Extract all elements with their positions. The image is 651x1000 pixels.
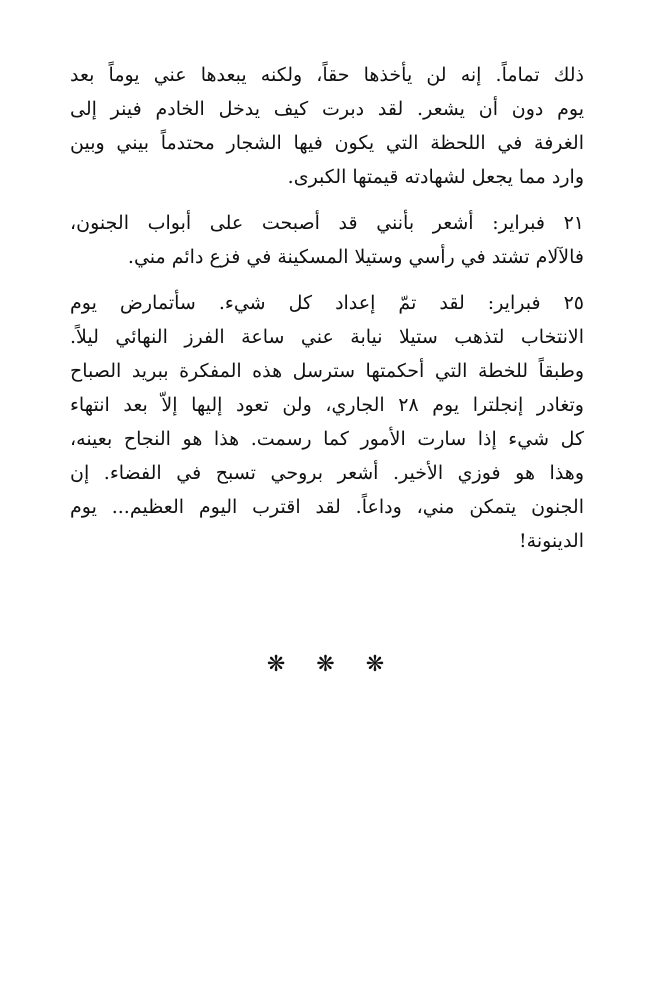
asterism-icon: ❋ <box>365 652 385 677</box>
paragraph-gap <box>70 274 584 286</box>
paragraph-2 <box>70 206 584 274</box>
text-line: الغرفة في اللحظة التي يكون فيها الشجار محتدماً بيني وبين <box>70 132 584 154</box>
text-line: وطبقاً للخطة التي أحكمتها سترسل هذه المفكرة ببريد الصباح <box>70 360 584 382</box>
text-line: وارد مما يجعل لشهادته قيمتها الكبرى. <box>287 166 584 188</box>
paragraph-1 <box>70 58 584 194</box>
text-line: كل شيء إذا سارت الأمور كما رسمت. هذا هو النجاح بعينه، <box>70 428 584 450</box>
text-line: وهذا هو فوزي الأخير. أشعر بروحي تسبح في الفضاء. إن <box>70 462 584 484</box>
text-line: وتغادر إنجلترا يوم ٢٨ الجاري، ولن تعود إليها إلاّ بعد انتهاء <box>70 394 584 416</box>
text-line: ٢٥ فبراير: لقد تمّ إعداد كل شيء. سأتمارض يوم <box>70 292 584 314</box>
asterism-icon: ❋ <box>316 652 335 677</box>
paragraph-gap <box>70 194 584 206</box>
asterism-icon: ❋ <box>266 652 286 677</box>
text-line: الدينونة! <box>519 530 584 552</box>
section-divider-ornament <box>0 652 651 677</box>
text-line: ٢١ فبراير: أشعر بأنني قد أصبحت على أبواب الجنون، <box>70 212 584 234</box>
book-page <box>70 58 584 558</box>
text-line: الانتخاب لتذهب ستيلا نيابة عني ساعة الفرز النهائي ليلاً. <box>70 326 584 348</box>
text-line: يوم دون أن يشعر. لقد دبرت كيف يدخل الخادم فينر إلى <box>70 98 584 120</box>
text-line: ذلك تماماً. إنه لن يأخذها حقاً، ولكنه يبعدها عني يوماً بعد <box>70 64 584 86</box>
text-line: الجنون يتمكن مني، وداعاً. لقد اقترب اليوم العظيم... يوم <box>70 496 584 518</box>
paragraph-3 <box>70 286 584 558</box>
text-line: فالآلام تشتد في رأسي وستيلا المسكينة في فزع دائم مني. <box>127 246 584 268</box>
